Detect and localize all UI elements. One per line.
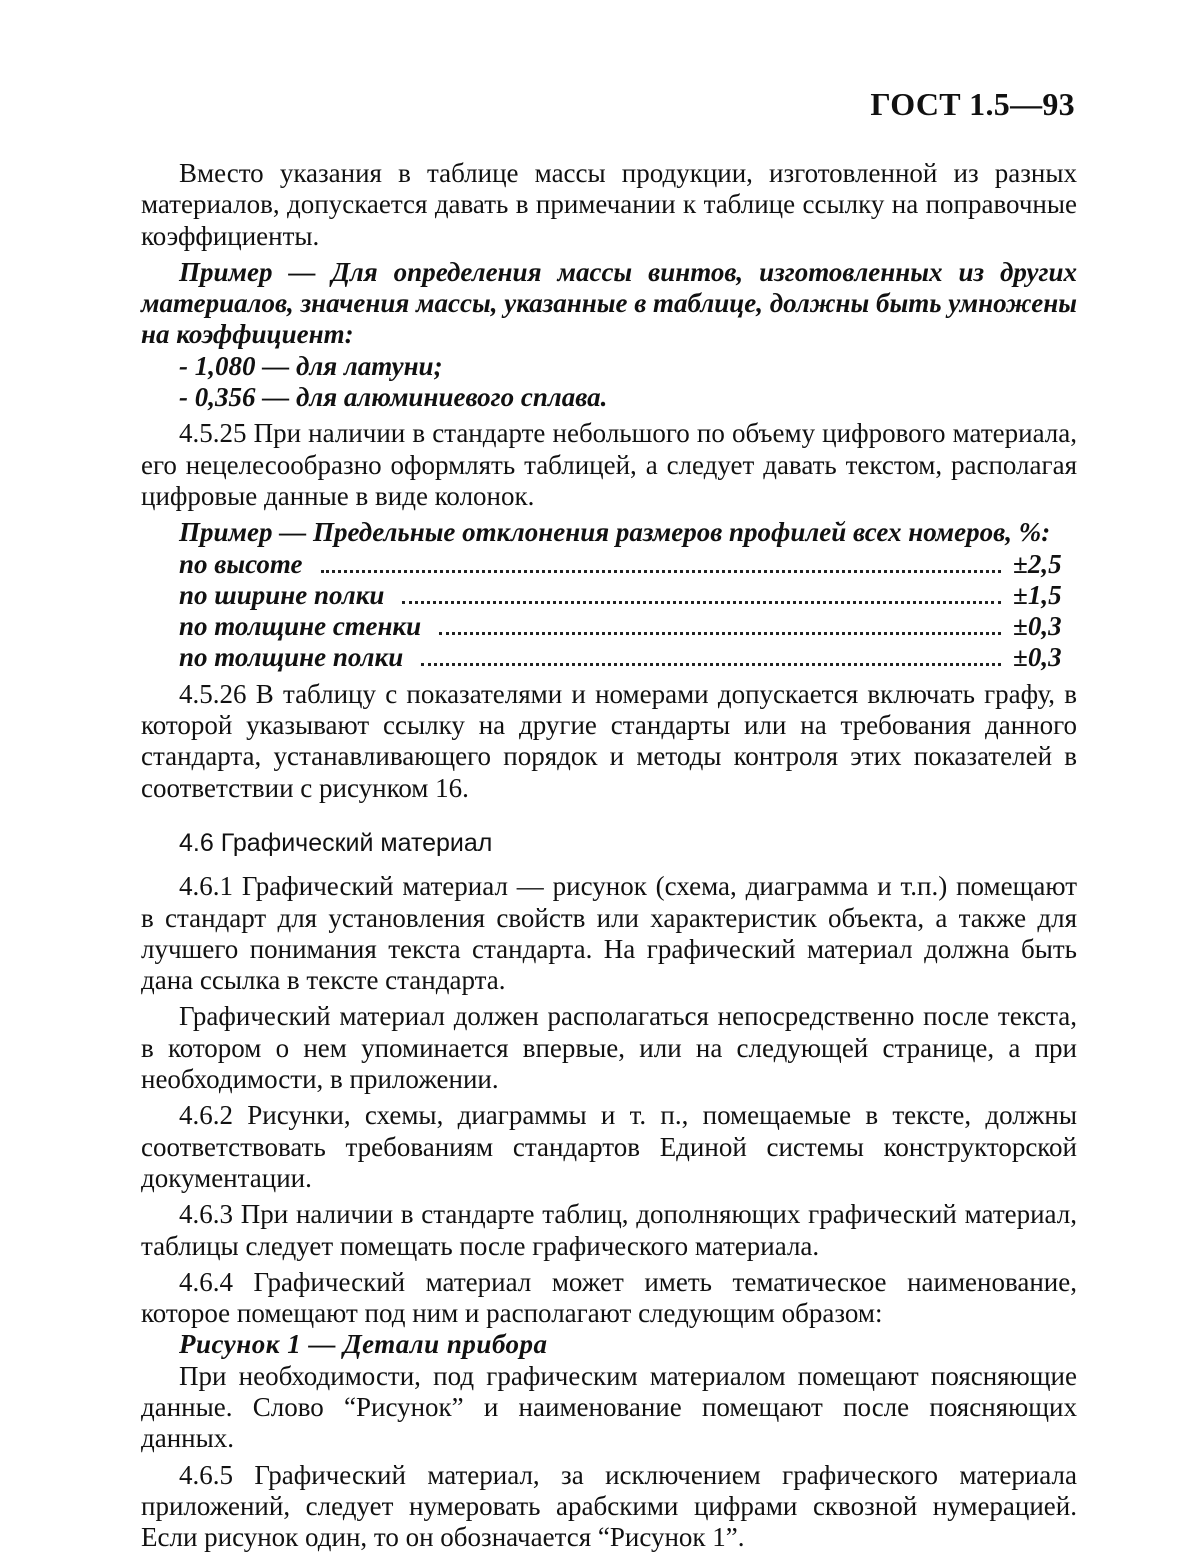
tolerance-row [141,611,1077,642]
tolerance-value: ±2,5 [1013,548,1062,579]
paragraph-4-5-25: 4.5.25 При наличии в стандарте небольшого по объему цифрового материала, его нецелесообразно оформлять таблицей, а следует давать текстом, располагая цифровые данные в виде колонок. [141,418,1077,511]
tolerance-value: ±1,5 [1013,579,1062,610]
paragraph-4-6-1: 4.6.1 Графический материал — рисунок (схема, диаграмма и т.п.) помещают в стандарт для установления свойств или характеристик объекта, а также для лучшего понимания текста стандарта. На графический материал должна быть дана ссылка в тексте стандарта. [141,871,1077,996]
example-coefficients: Пример — Для определения массы винтов, изготовленных из других материалов, значения массы, указанные в таблице, должны быть умножены на коэффициент: [141,256,1077,350]
tolerance-label: по толщине стенки [179,611,422,642]
dot-leader [402,601,1001,604]
paragraph-4-6-4: 4.6.4 Графический материал может иметь тематическое наименование, которое помещают под ним и располагают следующим образом: [141,1266,1077,1329]
paragraph-4-6-3: 4.6.3 При наличии в стандарте таблиц, дополняющих графический материал, таблицы следует помещать после графического материала. [141,1199,1077,1261]
tolerance-label: по ширине полки [179,579,385,610]
tolerance-row [141,549,1077,580]
tolerance-row [141,580,1077,611]
paragraph-4-6-2: 4.6.2 Рисунки, схемы, диаграммы и т. п., помещаемые в тексте, должны соответствовать требованиям стандартов Единой системы конструкторской документации. [141,1100,1077,1193]
dot-leader [439,632,1001,635]
paragraph-4-6-1-placement: Графический материал должен располагаться непосредственно после текста, в котором о нем упоминается впервые, или на следующей странице, а при необходимости, в приложении. [141,1001,1077,1095]
tolerance-value: ±0,3 [1013,642,1062,673]
section-heading-4-6: 4.6 Графический материал [179,828,493,857]
example-item-brass: - 1,080 — для латуни; [179,350,443,381]
tolerance-label: по высоте [179,548,303,579]
example-tolerances-title: Пример — Предельные отклонения размеров профилей всех номеров, %: [179,517,1051,548]
tolerance-value: ±0,3 [1013,611,1062,642]
paragraph-4-6-4-explanatory: При необходимости, под графическим материалом помещают поясняющие данные. Слово “Рисунок” и наименование помещают после поясняющих данных. [141,1360,1077,1454]
document-body [141,158,1077,1553]
dot-leader [421,663,1001,666]
dot-leader [321,570,1001,573]
tolerance-label: по толщине полки [179,642,404,673]
example-item-aluminium: - 0,356 — для алюминиевого сплава. [179,382,608,413]
paragraph-mass-note: Вместо указания в таблице массы продукции, изготовленной из разных материалов, допускается давать в примечании к таблице ссылку на поправочные коэффициенты. [141,158,1077,251]
document-id: ГОСТ 1.5—93 [870,86,1075,122]
paragraph-4-5-26: 4.5.26 В таблицу с показателями и номерами допускается включать графу, в которой указывают ссылку на другие стандарты или на требования данного стандарта, устанавливающего порядок и методы контроля этих показателей в соответствии с рисунком 16. [141,678,1077,803]
paragraph-4-6-5: 4.6.5 Графический материал, за исключением графического материала приложений, следует нумеровать арабскими цифрами сквозной нумерацией. Если рисунок один, то он обозначается “Рисунок 1”. [141,1459,1077,1553]
figure-caption-example: Рисунок 1 — Детали прибора [179,1329,548,1360]
tolerance-row [141,642,1077,673]
